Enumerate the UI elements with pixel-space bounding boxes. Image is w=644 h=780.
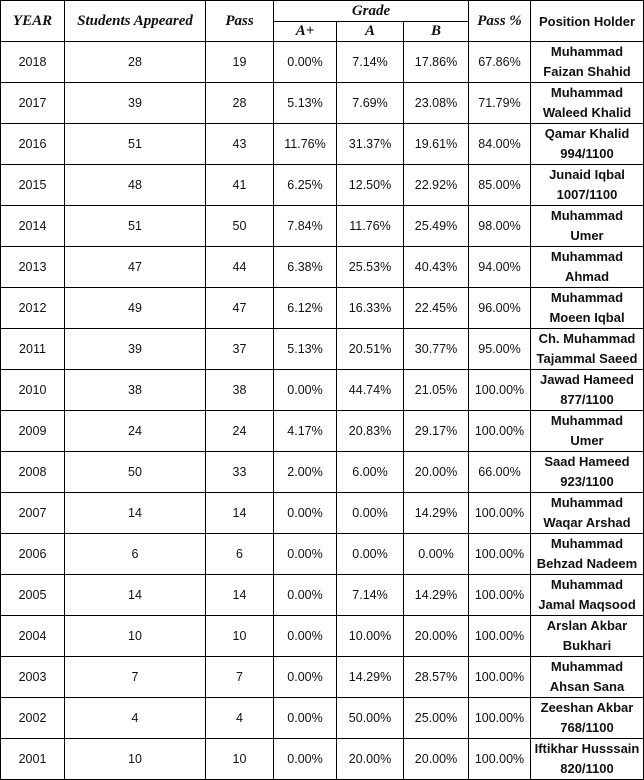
cell-pass-percent: 100.00% [469,534,531,575]
cell-grade-b: 20.00% [404,616,469,657]
header-pass: Pass [206,1,274,42]
holder-line-2: Umer [570,433,604,448]
cell-students-appeared: 10 [65,739,206,780]
header-grade-a: A [337,22,404,42]
cell-grade-a: 12.50% [337,165,404,206]
cell-position-holder [531,411,644,452]
cell-position-holder [531,83,644,124]
cell-students-appeared: 7 [65,657,206,698]
cell-year: 2011 [1,329,65,370]
cell-pass-percent: 100.00% [469,575,531,616]
holder-line-2: Moeen Iqbal [549,310,625,325]
cell-pass-percent: 84.00% [469,124,531,165]
cell-pass: 50 [206,206,274,247]
cell-pass-percent: 71.79% [469,83,531,124]
table-row [1,247,644,288]
cell-pass-percent: 98.00% [469,206,531,247]
cell-year: 2008 [1,452,65,493]
cell-year: 2009 [1,411,65,452]
cell-grade-a: 20.00% [337,739,404,780]
cell-grade-a: 20.83% [337,411,404,452]
cell-pass: 41 [206,165,274,206]
cell-grade-b: 20.00% [404,739,469,780]
cell-students-appeared: 48 [65,165,206,206]
cell-year: 2018 [1,42,65,83]
holder-line-1: Zeeshan Akbar [540,700,634,715]
cell-position-holder [531,206,644,247]
table-row [1,83,644,124]
table-row [1,288,644,329]
table-row [1,452,644,493]
cell-year: 2012 [1,288,65,329]
holder-line-1: Qamar Khalid [544,126,630,141]
cell-position-holder [531,329,644,370]
cell-students-appeared: 47 [65,247,206,288]
cell-year: 2001 [1,739,65,780]
cell-grade-a: 20.51% [337,329,404,370]
cell-grade-a-plus: 5.13% [274,83,337,124]
cell-pass-percent: 85.00% [469,165,531,206]
table-row [1,698,644,739]
cell-students-appeared: 51 [65,206,206,247]
cell-pass-percent: 67.86% [469,42,531,83]
cell-pass: 28 [206,83,274,124]
cell-grade-b: 25.49% [404,206,469,247]
cell-grade-b: 22.92% [404,165,469,206]
cell-students-appeared: 28 [65,42,206,83]
table-row [1,657,644,698]
holder-line-2: Behzad Nadeem [536,556,638,571]
cell-grade-a-plus: 6.12% [274,288,337,329]
cell-pass-percent: 66.00% [469,452,531,493]
cell-year: 2016 [1,124,65,165]
cell-students-appeared: 51 [65,124,206,165]
cell-grade-a-plus: 6.38% [274,247,337,288]
cell-position-holder [531,575,644,616]
cell-grade-b: 14.29% [404,575,469,616]
cell-grade-b: 17.86% [404,42,469,83]
cell-grade-b: 25.00% [404,698,469,739]
cell-year: 2005 [1,575,65,616]
cell-pass-percent: 100.00% [469,370,531,411]
holder-line-2: Jamal Maqsood [538,597,636,612]
cell-grade-a: 6.00% [337,452,404,493]
cell-pass: 4 [206,698,274,739]
cell-grade-b: 0.00% [404,534,469,575]
holder-line-1: Junaid Iqbal [549,167,625,182]
cell-pass: 7 [206,657,274,698]
cell-grade-a: 7.14% [337,42,404,83]
cell-pass-percent: 100.00% [469,739,531,780]
cell-students-appeared: 49 [65,288,206,329]
cell-grade-a-plus: 7.84% [274,206,337,247]
holder-line-2: Bukhari [562,638,612,653]
holder-line-2: Umer [570,228,604,243]
cell-year: 2015 [1,165,65,206]
cell-grade-a: 16.33% [337,288,404,329]
cell-position-holder [531,493,644,534]
cell-grade-a: 50.00% [337,698,404,739]
cell-students-appeared: 50 [65,452,206,493]
cell-pass-percent: 95.00% [469,329,531,370]
cell-pass: 10 [206,616,274,657]
cell-grade-a-plus: 2.00% [274,452,337,493]
cell-grade-b: 28.57% [404,657,469,698]
cell-position-holder [531,247,644,288]
cell-grade-a-plus: 11.76% [274,124,337,165]
cell-pass-percent: 100.00% [469,493,531,534]
holder-line-2: 923/1100 [560,474,614,489]
holder-line-1: Saad Hameed [544,454,630,469]
table-row [1,575,644,616]
holder-line-2: 994/1100 [560,146,614,161]
holder-line-2: 768/1100 [560,720,614,735]
holder-line-1: Muhammad [550,44,624,59]
cell-pass: 43 [206,124,274,165]
holder-line-1: Muhammad [550,659,624,674]
header-students-appeared: Students Appeared [65,1,206,42]
cell-grade-a-plus: 0.00% [274,698,337,739]
cell-year: 2006 [1,534,65,575]
cell-students-appeared: 4 [65,698,206,739]
cell-year: 2013 [1,247,65,288]
cell-students-appeared: 14 [65,493,206,534]
header-pass-percent: Pass % [469,1,531,42]
cell-grade-a-plus: 0.00% [274,575,337,616]
cell-pass-percent: 94.00% [469,247,531,288]
table-row [1,493,644,534]
table-row [1,739,644,780]
holder-line-1: Muhammad [550,577,624,592]
cell-year: 2010 [1,370,65,411]
cell-grade-b: 14.29% [404,493,469,534]
holder-line-2: 1007/1100 [556,187,618,202]
holder-line-2: 820/1100 [560,761,614,776]
cell-grade-b: 20.00% [404,452,469,493]
cell-pass: 14 [206,493,274,534]
header-grade: Grade [274,1,469,22]
table-row [1,206,644,247]
cell-pass-percent: 100.00% [469,698,531,739]
header-year: YEAR [1,1,65,42]
cell-position-holder [531,452,644,493]
cell-grade-a-plus: 0.00% [274,42,337,83]
table-row [1,370,644,411]
holder-line-1: Muhammad [550,208,624,223]
cell-position-holder [531,124,644,165]
holder-line-1: Muhammad [550,290,624,305]
table-row [1,329,644,370]
cell-grade-a-plus: 0.00% [274,616,337,657]
holder-line-2: 877/1100 [560,392,614,407]
cell-students-appeared: 38 [65,370,206,411]
holder-line-2: Ahsan Sana [549,679,625,694]
cell-pass: 14 [206,575,274,616]
cell-pass: 33 [206,452,274,493]
cell-grade-a: 7.14% [337,575,404,616]
cell-year: 2002 [1,698,65,739]
cell-grade-a-plus: 4.17% [274,411,337,452]
cell-position-holder [531,739,644,780]
holder-line-1: Muhammad [550,249,624,264]
cell-position-holder [531,370,644,411]
table-row [1,616,644,657]
holder-line-2: Waleed Khalid [542,105,632,120]
header-grade-a-plus: A+ [274,22,337,42]
table-row [1,42,644,83]
holder-line-1: Jawad Hameed [540,372,634,387]
cell-position-holder [531,657,644,698]
table-row [1,411,644,452]
cell-students-appeared: 24 [65,411,206,452]
cell-pass: 19 [206,42,274,83]
cell-position-holder [531,288,644,329]
holder-line-1: Ch. Muhammad [538,331,636,346]
holder-line-1: Muhammad [550,413,624,428]
cell-grade-b: 23.08% [404,83,469,124]
cell-position-holder [531,616,644,657]
table-row [1,534,644,575]
header-grade-b: B [404,22,469,42]
cell-pass-percent: 100.00% [469,411,531,452]
cell-grade-b: 40.43% [404,247,469,288]
cell-position-holder [531,42,644,83]
cell-grade-b: 29.17% [404,411,469,452]
cell-position-holder [531,698,644,739]
cell-year: 2017 [1,83,65,124]
cell-grade-a: 0.00% [337,534,404,575]
cell-pass: 38 [206,370,274,411]
cell-year: 2004 [1,616,65,657]
holder-line-1: Muhammad [550,536,624,551]
cell-grade-a-plus: 0.00% [274,370,337,411]
cell-year: 2003 [1,657,65,698]
holder-line-2: Waqar Arshad [543,515,631,530]
holder-line-2: Tajammal Saeed [536,351,638,366]
cell-grade-a: 25.53% [337,247,404,288]
cell-pass: 47 [206,288,274,329]
holder-line-1: Iftikhar Husssain [534,741,640,756]
cell-grade-a-plus: 0.00% [274,534,337,575]
cell-grade-a-plus: 0.00% [274,657,337,698]
cell-pass: 44 [206,247,274,288]
cell-students-appeared: 10 [65,616,206,657]
cell-year: 2007 [1,493,65,534]
cell-grade-a: 11.76% [337,206,404,247]
cell-year: 2014 [1,206,65,247]
cell-pass-percent: 100.00% [469,657,531,698]
cell-grade-a-plus: 6.25% [274,165,337,206]
cell-grade-a-plus: 0.00% [274,493,337,534]
holder-line-2: Faizan Shahid [543,64,631,79]
cell-students-appeared: 39 [65,83,206,124]
cell-grade-a: 7.69% [337,83,404,124]
header-position-holder: Position Holder [531,1,644,42]
cell-position-holder [531,165,644,206]
cell-pass: 6 [206,534,274,575]
table-row [1,124,644,165]
cell-pass-percent: 96.00% [469,288,531,329]
cell-grade-b: 22.45% [404,288,469,329]
cell-grade-a: 31.37% [337,124,404,165]
cell-students-appeared: 14 [65,575,206,616]
holder-line-2: Ahmad [564,269,610,284]
cell-grade-a: 44.74% [337,370,404,411]
cell-pass: 37 [206,329,274,370]
cell-grade-b: 30.77% [404,329,469,370]
cell-pass: 10 [206,739,274,780]
table-row [1,165,644,206]
cell-grade-a-plus: 5.13% [274,329,337,370]
cell-pass: 24 [206,411,274,452]
cell-grade-b: 21.05% [404,370,469,411]
cell-students-appeared: 39 [65,329,206,370]
cell-grade-a-plus: 0.00% [274,739,337,780]
cell-grade-a: 0.00% [337,493,404,534]
cell-grade-b: 19.61% [404,124,469,165]
table-body [1,42,644,780]
holder-line-1: Muhammad [550,495,624,510]
cell-grade-a: 10.00% [337,616,404,657]
cell-students-appeared: 6 [65,534,206,575]
cell-grade-a: 14.29% [337,657,404,698]
holder-line-1: Muhammad [550,85,624,100]
cell-position-holder [531,534,644,575]
cell-pass-percent: 100.00% [469,616,531,657]
holder-line-1: Arslan Akbar [546,618,628,633]
